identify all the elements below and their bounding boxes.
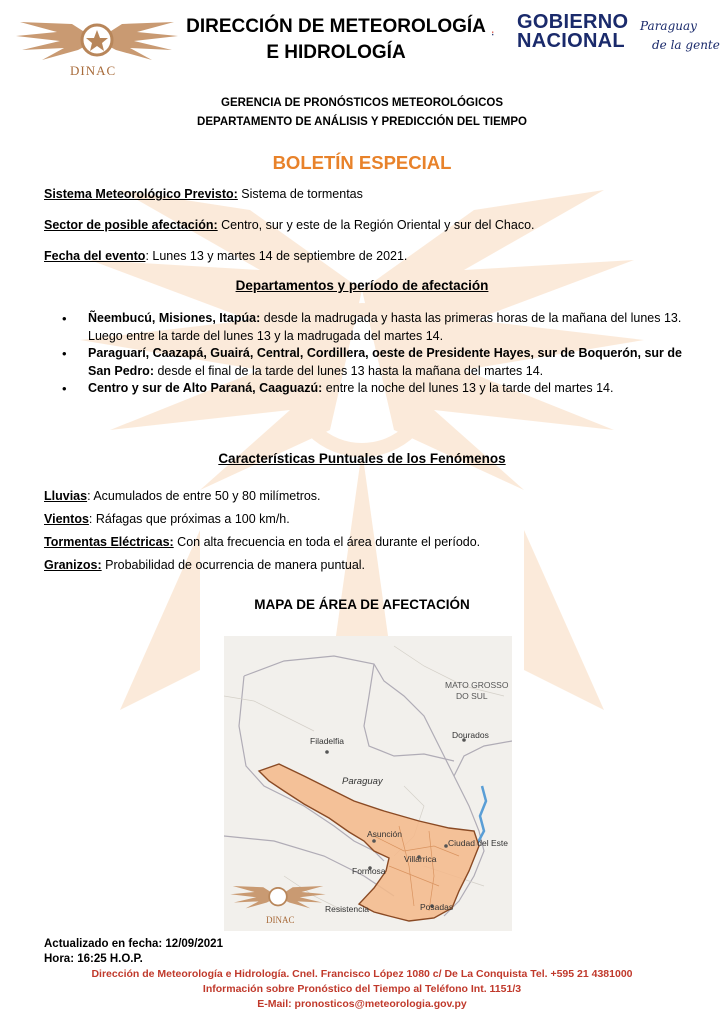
map-label-posadas: Posadas (420, 902, 454, 912)
subheader-line1: GERENCIA DE PRONÓSTICOS METEOROLÓGICOS (221, 97, 503, 109)
paraguay-de-la-gente-slogan (640, 17, 720, 55)
list-item (62, 380, 694, 398)
characteristic-hail (44, 558, 365, 572)
info-sector-label: Sector de posible afectación: (44, 218, 218, 232)
characteristic-wind (44, 512, 290, 526)
dinac-logo-text: DINAC (70, 63, 117, 78)
gobierno-flag-icon (492, 14, 514, 54)
info-sector (44, 218, 535, 232)
map-label-resistencia: Resistencia (325, 904, 369, 914)
departments-list (62, 310, 694, 398)
info-sector-value: Centro, sur y este de la Región Oriental y sur del Chaco. (217, 218, 535, 232)
header-title-line1: DIRECCIÓN DE METEOROLOGÍA (186, 16, 486, 37)
updated-hour: Hora: 16:25 H.O.P. (44, 953, 143, 965)
gobierno-nacional-logo (517, 13, 628, 51)
characteristic-label: Tormentas Eléctricas: (44, 535, 174, 549)
map-label-formosa: Formosa (352, 866, 386, 876)
info-system (44, 187, 363, 201)
updated-date: Actualizado en fecha: 12/09/2021 (44, 938, 223, 950)
footer-email: E-Mail: pronosticos@meteorologia.gov.py (257, 998, 467, 1010)
characteristic-value: : Ráfagas que próximas a 100 km/h. (88, 512, 290, 526)
bulletin-title: BOLETÍN ESPECIAL (272, 152, 452, 173)
list-item (62, 310, 694, 345)
info-date-value: : Lunes 13 y martes 14 de septiembre de 2021. (145, 249, 408, 263)
department-places: Centro y sur de Alto Paraná, Caaguazú: (88, 381, 323, 395)
list-item (62, 345, 694, 380)
gob-script-line2: de la gente (652, 38, 720, 52)
department-period: entre la noche del lunes 13 y la tarde del martes 14. (322, 381, 614, 395)
map-label-villarrica: Villarrica (404, 854, 437, 864)
info-system-label: Sistema Meteorológico Previsto: (44, 187, 238, 201)
map-label-mato-grosso: MATO GROSSO (445, 680, 509, 690)
department-period: desde el final de la tarde del lunes 13 hasta la mañana del martes 14. (154, 363, 544, 378)
characteristic-label: Vientos (44, 512, 89, 526)
characteristic-rain (44, 489, 321, 503)
map-label-paraguay: Paraguay (342, 776, 383, 787)
header-title-line2: E HIDROLOGÍA (266, 42, 406, 63)
map-title: MAPA DE ÁREA DE AFECTACIÓN (254, 597, 470, 612)
map-dinac-logo (228, 879, 328, 919)
info-system-value: Sistema de tormentas (237, 187, 363, 201)
characteristics-title-text: Características Puntuales de los Fenómenos (218, 451, 506, 466)
departments-title-text: Departamentos y período de afectación (235, 278, 489, 293)
subheader-line2: DEPARTAMENTO DE ANÁLISIS Y PREDICCIÓN DEL TIEMPO (197, 116, 527, 128)
map-label-asuncion: Asunción (367, 829, 402, 839)
footer-address: Dirección de Meteorología e Hidrología. Cnel. Francisco López 1080 c/ De La Conquista Tel. +595 21 4381000 (91, 968, 633, 980)
characteristic-label: Lluvias (44, 489, 88, 503)
map-label-dourados: Dourados (452, 730, 489, 740)
characteristic-label: Granizos: (44, 558, 102, 572)
characteristics-title (0, 451, 724, 466)
characteristic-value: Con alta frecuencia en toda el área durante el período. (173, 535, 481, 549)
department-places: Paraguarí, Caazapá, Guairá, Central, Cordillera, oeste de Presidente Hayes, sur de Boquerón, sur de San Pedro: (88, 346, 682, 378)
info-date-label: Fecha del evento (44, 249, 146, 263)
gob-script-line1: Paraguay (640, 19, 697, 33)
gob-line1: GOBIERNO (517, 11, 629, 33)
department-period: desde la madrugada y hasta las primeras horas de la mañana del lunes 13. Luego entre la tarde del lunes 13 y la madrugada del martes 14. (88, 311, 682, 343)
footer-phone: Información sobre Pronóstico del Tiempo al Teléfono Int. 1151/3 (202, 983, 522, 995)
affected-area-map (224, 636, 512, 931)
map-label-ciudad-del-este: Ciudad del Este (448, 838, 509, 848)
gob-line2: NACIONAL (517, 30, 625, 52)
departments-title (0, 278, 724, 293)
header-title (186, 14, 486, 66)
department-places: Ñeembucú, Misiones, Itapúa: (88, 311, 261, 325)
characteristic-value: Probabilidad de ocurrencia de manera puntual. (101, 558, 366, 572)
characteristic-value: : Acumulados de entre 50 y 80 milímetros. (87, 489, 321, 503)
characteristic-storms (44, 535, 480, 549)
info-date (44, 249, 407, 263)
map-dinac-logo-text: DINAC (266, 915, 295, 925)
map-label-do-sul: DO SUL (456, 691, 488, 701)
map-label-filadelfia: Filadelfia (310, 736, 345, 746)
